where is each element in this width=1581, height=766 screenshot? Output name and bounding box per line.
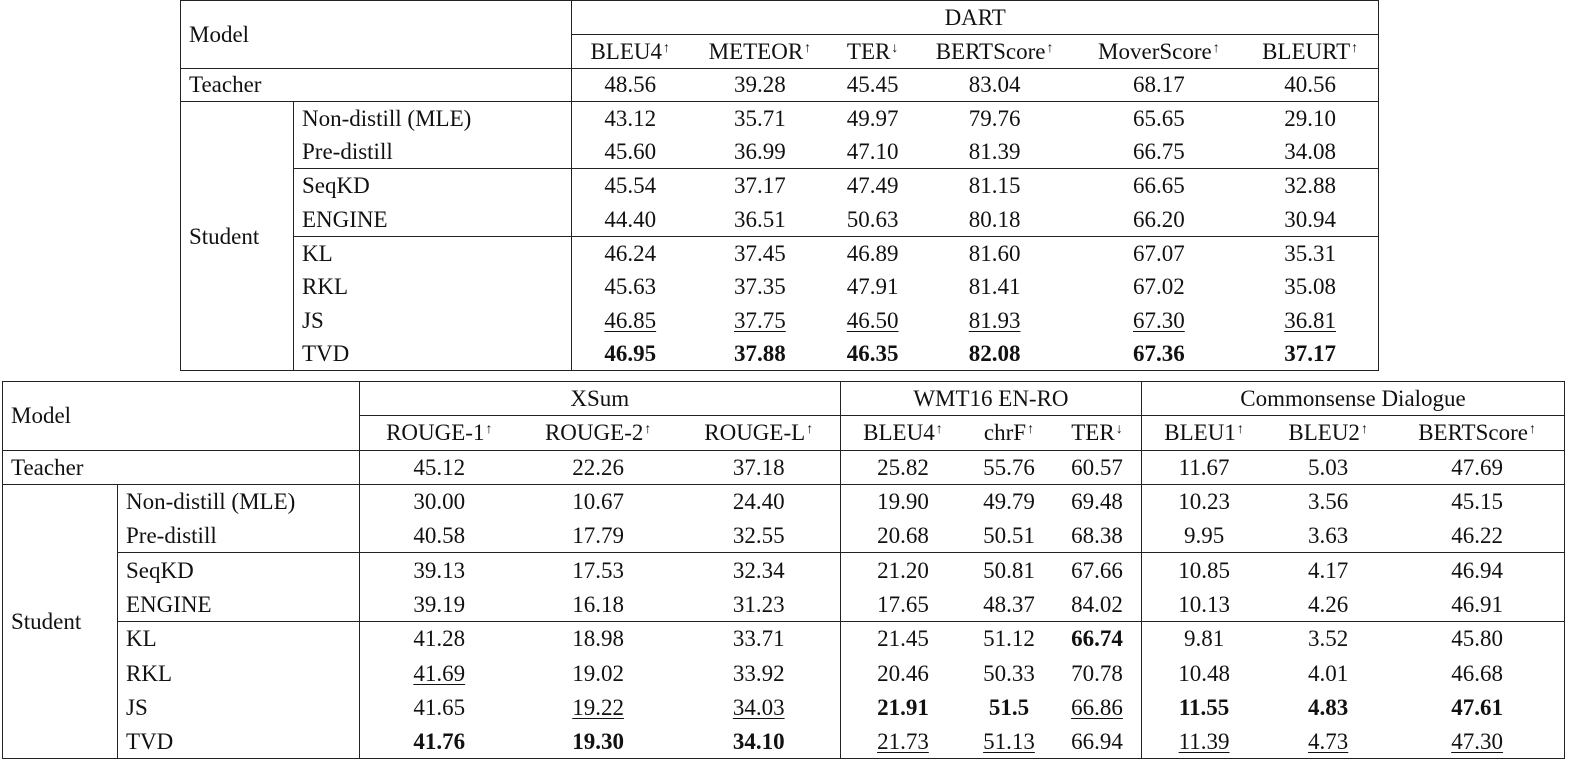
value-cell: 30.94: [1242, 202, 1378, 236]
value-cell: 19.30: [519, 724, 678, 758]
teacher-value: 25.82: [840, 450, 965, 484]
value-cell: 50.51: [983, 523, 1035, 549]
value-cell: 84.02: [1071, 591, 1123, 617]
value-cell: 41.28: [359, 622, 518, 656]
xsum-wmt-dialogue-results-table: [2, 381, 1565, 759]
student-label: Student: [3, 484, 118, 758]
dialogue-group-header: Commonsense Dialogue: [1142, 382, 1565, 416]
method-name: Non-distill (MLE): [118, 484, 360, 518]
value-cell: 35.71: [734, 106, 786, 132]
value-cell: 50.81: [965, 553, 1053, 587]
teacher-value: 37.18: [678, 450, 841, 484]
value-cell: 36.99: [734, 139, 786, 165]
value-cell: 4.01: [1308, 660, 1349, 686]
value-cell: 3.63: [1308, 523, 1349, 549]
value-cell: 67.30: [1133, 307, 1185, 333]
value-cell: 33.71: [678, 622, 841, 656]
value-cell: 30.00: [359, 484, 518, 518]
col-header-bleu4: BLEU4↑: [840, 416, 965, 450]
value-cell: 47.61: [1390, 690, 1564, 724]
teacher-label: Teacher: [181, 68, 572, 102]
method-name: ENGINE: [118, 587, 360, 621]
value-cell: 66.86: [1071, 694, 1123, 720]
value-cell: 45.60: [572, 135, 688, 169]
value-cell: 21.45: [840, 622, 965, 656]
teacher-value: 55.76: [965, 450, 1053, 484]
value-cell: 34.03: [732, 694, 785, 720]
value-cell: 44.40: [572, 202, 688, 236]
table-row: [3, 656, 1565, 690]
value-cell: 37.88: [688, 337, 832, 371]
value-cell: 9.81: [1142, 622, 1267, 656]
table-row: [3, 622, 1565, 656]
value-cell: 49.97: [846, 106, 899, 132]
value-cell: 51.13: [965, 724, 1053, 758]
value-cell: 69.48: [1071, 489, 1123, 515]
col-header-meteor: METEOR↑: [688, 35, 832, 69]
value-cell: 4.73: [1266, 724, 1390, 758]
value-cell: 34.08: [1242, 135, 1378, 169]
value-cell: 10.67: [572, 489, 625, 515]
value-cell: 47.10: [846, 139, 899, 165]
model-header: Model: [3, 382, 360, 451]
value-cell: 19.22: [572, 694, 625, 720]
value-cell: 19.90: [840, 484, 965, 518]
value-cell: 32.88: [1242, 169, 1378, 203]
method-name: TVD: [118, 724, 360, 758]
table-row: [181, 102, 1379, 136]
value-cell: 16.18: [572, 591, 625, 617]
col-header-rougel: ROUGE-L↑: [678, 416, 841, 450]
value-cell: 46.85: [572, 303, 688, 337]
value-cell: 17.79: [572, 523, 625, 549]
value-cell: 17.53: [519, 553, 678, 587]
table-row: [3, 587, 1565, 621]
col-header-bleu2: BLEU2↑: [1266, 416, 1390, 450]
value-cell: 47.49: [832, 169, 914, 203]
value-cell: 46.50: [846, 307, 899, 333]
value-cell: 36.81: [1242, 303, 1378, 337]
value-cell: 46.24: [572, 236, 688, 270]
method-name: RKL: [118, 656, 360, 690]
value-cell: 17.65: [840, 587, 965, 621]
dart-results-table: [180, 0, 1379, 371]
value-cell: 4.83: [1308, 694, 1349, 720]
method-name: SeqKD: [118, 553, 360, 587]
value-cell: 51.12: [965, 622, 1053, 656]
teacher-value: 48.56: [572, 68, 688, 102]
value-cell: 41.76: [359, 724, 518, 758]
value-cell: 19.02: [572, 660, 625, 686]
value-cell: 3.56: [1308, 489, 1349, 515]
value-cell: 37.75: [734, 307, 786, 333]
value-cell: 3.52: [1266, 622, 1390, 656]
value-cell: 47.91: [846, 273, 899, 299]
teacher-value: 40.56: [1242, 68, 1378, 102]
dart-group-header: DART: [572, 1, 1379, 35]
table-row: [181, 202, 1379, 236]
value-cell: 66.65: [1076, 169, 1243, 203]
value-cell: 81.93: [968, 307, 1021, 333]
value-cell: 33.92: [732, 660, 785, 686]
value-cell: 37.17: [1242, 337, 1378, 371]
teacher-value: 11.67: [1142, 450, 1267, 484]
value-cell: 51.5: [988, 694, 1030, 720]
value-cell: 50.63: [846, 206, 899, 232]
col-header-bertscore: BERTScore↑: [914, 35, 1076, 69]
table-row: [3, 690, 1565, 724]
method-name: RKL: [294, 270, 572, 304]
value-cell: 45.54: [572, 169, 688, 203]
value-cell: 21.91: [840, 690, 965, 724]
col-header-moverscore: MoverScore↑: [1076, 35, 1243, 69]
method-name: SeqKD: [294, 169, 572, 203]
teacher-value: 45.12: [359, 450, 518, 484]
method-name: TVD: [294, 337, 572, 371]
value-cell: 68.38: [1071, 523, 1123, 549]
col-header-ter: TER↓: [832, 35, 914, 69]
col-header-chrf: chrF↑: [965, 416, 1053, 450]
col-header-ter: TER↓: [1053, 416, 1142, 450]
value-cell: 37.45: [688, 236, 832, 270]
value-cell: 45.80: [1390, 622, 1564, 656]
method-name: JS: [118, 690, 360, 724]
table-row: [181, 270, 1379, 304]
table-row: [181, 303, 1379, 337]
col-header-bleurt: BLEURT↑: [1242, 35, 1378, 69]
value-cell: 32.55: [732, 523, 785, 549]
value-cell: 70.78: [1071, 660, 1123, 686]
value-cell: 66.74: [1053, 622, 1142, 656]
value-cell: 49.79: [983, 489, 1035, 515]
value-cell: 29.10: [1242, 102, 1378, 136]
value-cell: 80.18: [968, 206, 1021, 232]
value-cell: 34.10: [678, 724, 841, 758]
table-row: [3, 553, 1565, 587]
value-cell: 48.37: [983, 591, 1035, 617]
value-cell: 21.73: [840, 724, 965, 758]
value-cell: 66.20: [1133, 206, 1185, 232]
table-row: [181, 337, 1379, 371]
table-row: [3, 484, 1565, 518]
value-cell: 65.65: [1133, 106, 1185, 132]
value-cell: 81.39: [968, 139, 1021, 165]
value-cell: 24.40: [732, 489, 785, 515]
model-header: Model: [181, 1, 572, 69]
method-name: Non-distill (MLE): [294, 102, 572, 136]
student-label: Student: [181, 102, 294, 371]
value-cell: 50.33: [983, 660, 1035, 686]
value-cell: 40.58: [359, 519, 518, 553]
col-header-rouge1: ROUGE-1↑: [359, 416, 518, 450]
teacher-value: 5.03: [1266, 450, 1390, 484]
wmt16-group-header: WMT16 EN-RO: [840, 382, 1141, 416]
value-cell: 41.65: [359, 690, 518, 724]
value-cell: 4.17: [1266, 553, 1390, 587]
table-row: [181, 135, 1379, 169]
value-cell: 37.17: [688, 169, 832, 203]
value-cell: 82.08: [914, 337, 1076, 371]
value-cell: 41.69: [359, 656, 518, 690]
value-cell: 66.75: [1133, 139, 1185, 165]
value-cell: 36.51: [734, 206, 786, 232]
value-cell: 10.23: [1142, 484, 1267, 518]
value-cell: 46.89: [832, 236, 914, 270]
value-cell: 46.95: [572, 337, 688, 371]
value-cell: 39.19: [359, 587, 518, 621]
value-cell: 10.85: [1142, 553, 1267, 587]
value-cell: 35.31: [1242, 236, 1378, 270]
teacher-value: 47.69: [1390, 450, 1564, 484]
value-cell: 4.26: [1308, 591, 1349, 617]
value-cell: 45.63: [572, 270, 688, 304]
table-row: [3, 724, 1565, 758]
value-cell: 21.20: [840, 553, 965, 587]
col-header-rouge2: ROUGE-2↑: [519, 416, 678, 450]
value-cell: 46.91: [1390, 587, 1564, 621]
xsum-group-header: XSum: [359, 382, 840, 416]
method-name: Pre-distill: [294, 135, 572, 169]
col-header-bleu1: BLEU1↑: [1142, 416, 1267, 450]
teacher-value: 68.17: [1076, 68, 1243, 102]
value-cell: 20.68: [840, 519, 965, 553]
value-cell: 10.13: [1142, 587, 1267, 621]
teacher-row: [181, 68, 1379, 102]
value-cell: 45.15: [1390, 484, 1564, 518]
col-header-bertscore: BERTScore↑: [1390, 416, 1564, 450]
value-cell: 37.35: [734, 273, 786, 299]
value-cell: 47.30: [1390, 724, 1564, 758]
value-cell: 67.07: [1076, 236, 1243, 270]
value-cell: 9.95: [1142, 519, 1267, 553]
teacher-label: Teacher: [3, 450, 360, 484]
value-cell: 67.66: [1053, 553, 1142, 587]
teacher-row: [3, 450, 1565, 484]
value-cell: 81.15: [914, 169, 1076, 203]
value-cell: 67.36: [1076, 337, 1243, 371]
teacher-value: 39.28: [688, 68, 832, 102]
value-cell: 46.68: [1390, 656, 1564, 690]
value-cell: 11.39: [1142, 724, 1267, 758]
method-name: KL: [294, 236, 572, 270]
value-cell: 79.76: [968, 106, 1021, 132]
teacher-value: 83.04: [914, 68, 1076, 102]
value-cell: 67.02: [1133, 273, 1185, 299]
value-cell: 35.08: [1242, 270, 1378, 304]
value-cell: 20.46: [840, 656, 965, 690]
method-name: Pre-distill: [118, 519, 360, 553]
teacher-value: 22.26: [519, 450, 678, 484]
value-cell: 11.55: [1142, 690, 1267, 724]
method-name: KL: [118, 622, 360, 656]
value-cell: 32.34: [678, 553, 841, 587]
teacher-value: 60.57: [1053, 450, 1142, 484]
table-row: [3, 519, 1565, 553]
method-name: JS: [294, 303, 572, 337]
teacher-value: 45.45: [832, 68, 914, 102]
value-cell: 46.22: [1390, 519, 1564, 553]
value-cell: 66.94: [1053, 724, 1142, 758]
value-cell: 46.94: [1390, 553, 1564, 587]
value-cell: 18.98: [519, 622, 678, 656]
table-row: [181, 236, 1379, 270]
method-name: ENGINE: [294, 202, 572, 236]
col-header-bleu4: BLEU4↑: [572, 35, 688, 69]
value-cell: 81.41: [968, 273, 1021, 299]
value-cell: 43.12: [572, 102, 688, 136]
value-cell: 31.23: [732, 591, 785, 617]
value-cell: 81.60: [914, 236, 1076, 270]
value-cell: 10.48: [1142, 656, 1267, 690]
value-cell: 39.13: [359, 553, 518, 587]
table-row: [181, 169, 1379, 203]
value-cell: 46.35: [832, 337, 914, 371]
